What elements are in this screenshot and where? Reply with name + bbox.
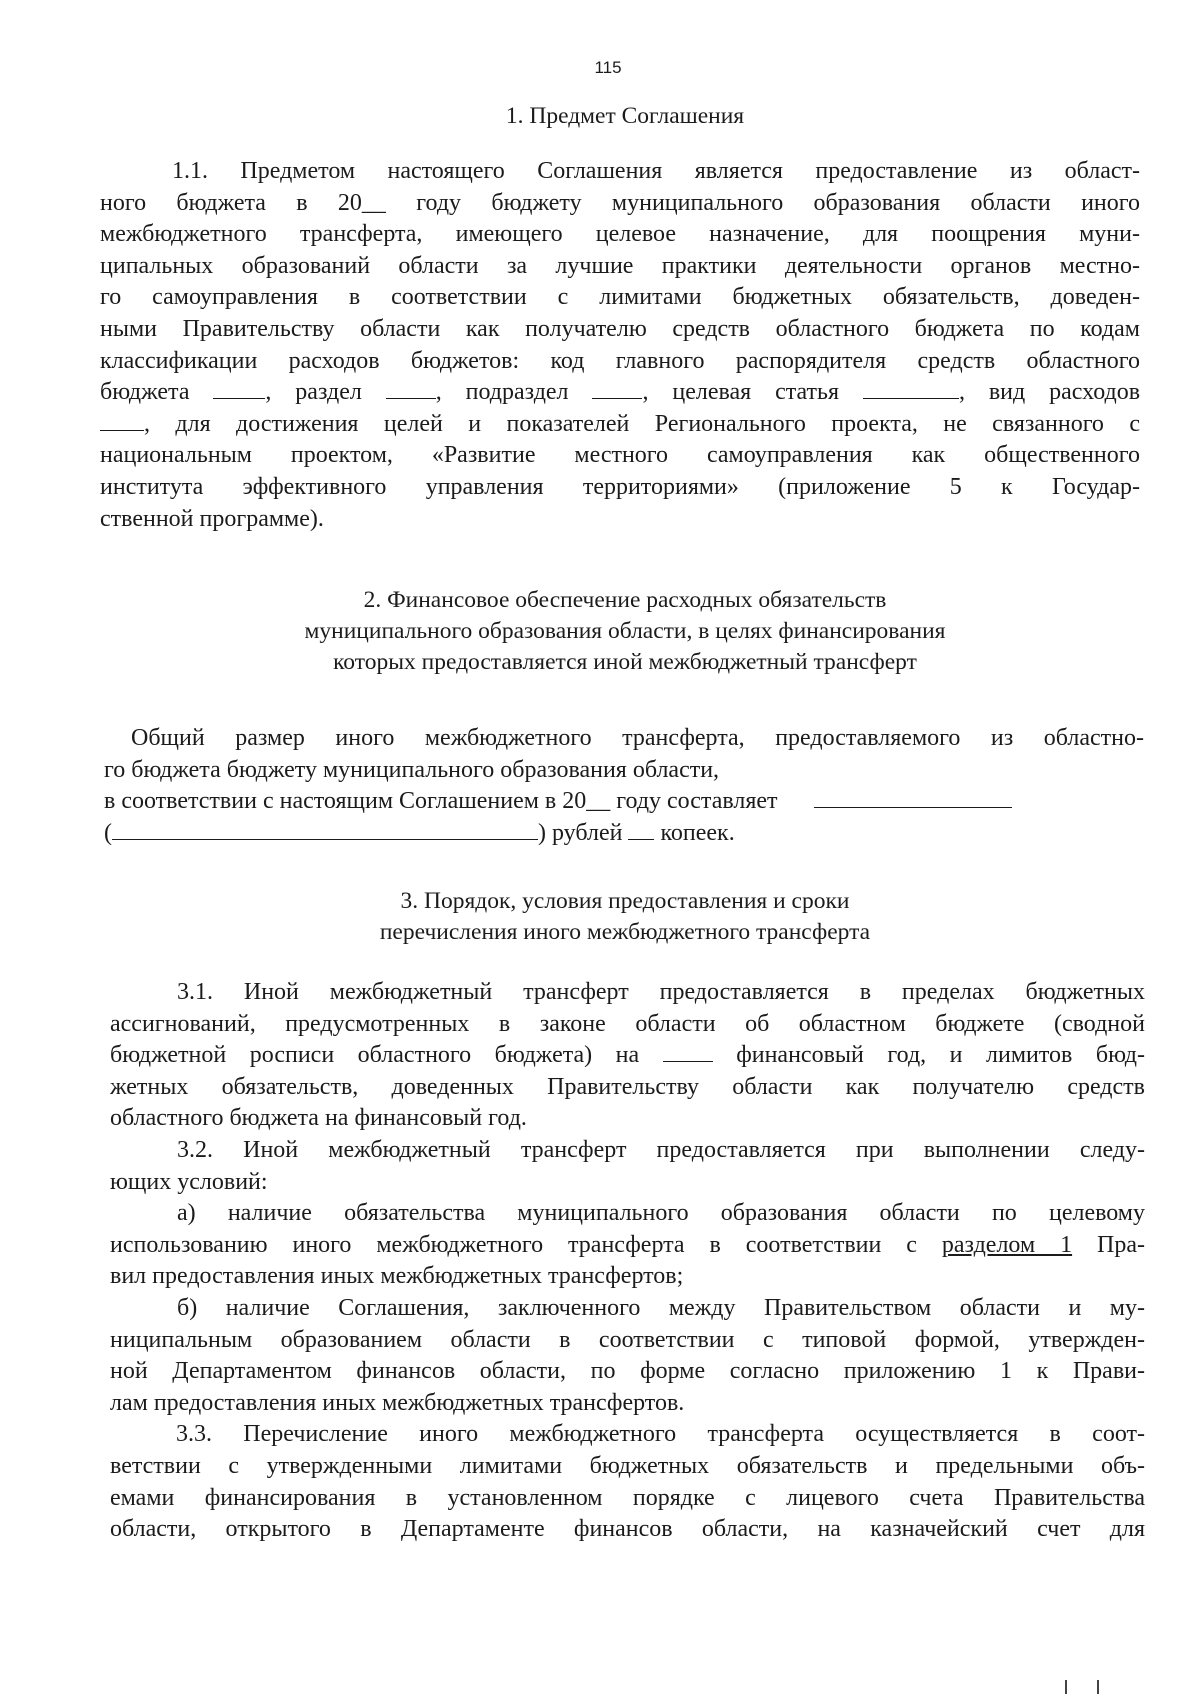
text-line: ного бюджета в 20__ году бюджету муниципального образования области иного (100, 189, 1140, 216)
text-fragment: Пра- (1097, 1231, 1146, 1258)
section-3-title-line: 3. Порядок, условия предоставления и сроки (400, 888, 850, 914)
text-line: го самоуправления в соответствии с лимитами бюджетных обязательств, доведен- (100, 284, 1140, 311)
text-fragment: ( (104, 819, 112, 846)
section-3-title-line: перечисления иного межбюджетного трансферта (379, 919, 871, 945)
text-fragment: , вид расходов (958, 379, 1141, 406)
text-fragment: , раздел (265, 379, 362, 406)
text-fragment: ) рублей (538, 819, 623, 846)
total-amount-line (104, 786, 1144, 818)
text-line: классификации расходов бюджетов: код главного распорядителя средств областного (100, 347, 1140, 374)
budget-codes-line (100, 377, 1140, 409)
text-line: 1.1. Предметом настоящего Соглашения является предоставление из област- (172, 158, 1140, 184)
year-blank (663, 1040, 713, 1062)
text-line: ассигнований, предусмотренных в законе области об областном бюджете (сводной (110, 1010, 1145, 1037)
scan-edge-mark (1065, 1680, 1099, 1694)
amount-words-blank (112, 818, 538, 840)
text-line: ной Департаментом финансов области, по форме согласно приложению 1 к Прави- (110, 1358, 1145, 1385)
text-line: 3.3. Перечисление иного межбюджетного трансферта осуществляется в соот- (176, 1421, 1145, 1448)
section-1-title (60, 101, 1190, 132)
text-line: вил предоставления иных межбюджетных трансфертов; (110, 1263, 684, 1290)
code-blank (213, 377, 265, 399)
text-line: лам предоставления иных межбюджетных трансфертов. (110, 1389, 685, 1416)
text-fragment: финансовый год, и лимитов бюд- (736, 1042, 1146, 1069)
text-line: 3.1. Иной межбюджетный трансферт предоставляется в пределах бюджетных (177, 979, 1145, 1005)
text-line: института эффективного управления территориями» (приложение 5 к Государ- (100, 473, 1140, 500)
text-line: 3.2. Иной межбюджетный трансферт предоставляется при выполнении следу- (177, 1136, 1145, 1163)
section-3-title (60, 886, 1190, 948)
text-fragment: в соответствии с настоящим Соглашением в 20__ году составляет (104, 788, 778, 815)
text-line: ниципальным образованием области в соответствии с типовой формой, утвержден- (110, 1326, 1145, 1353)
text-fragment: бюджета (100, 379, 190, 406)
text-line: го бюджета бюджету муниципального образования области, (104, 756, 720, 783)
text-line: области, открытого в Департаменте финансов области, на казначейский счет для (110, 1516, 1145, 1543)
text-line: а) наличие обязательства муниципального образования области по целевому (177, 1200, 1145, 1227)
amount-digits-blank (814, 786, 1012, 808)
kopeks-blank (628, 818, 654, 840)
text-line: ющих условий: (110, 1168, 268, 1195)
section-1-title-text: 1. Предмет Соглашения (505, 103, 745, 129)
section-1-paragraph (100, 156, 1140, 535)
text-line: ципальных образований области за лучшие практики деятельности органов местно- (100, 252, 1140, 279)
text-line (110, 1230, 1145, 1262)
text-line: ными Правительству области как получателю средств областного бюджета по кодам (100, 315, 1140, 342)
code-blank (592, 377, 642, 399)
text-line: Общий размер иного межбюджетного трансферта, предоставляемого из областно- (131, 725, 1144, 751)
section-3-paragraphs (110, 977, 1145, 1546)
text-line: национальным проектом, «Развитие местного самоуправления как общественного (100, 442, 1140, 469)
text-fragment: , подраздел (435, 379, 569, 406)
text-line: емами финансирования в установленном порядке с лицевого счета Правительства (110, 1484, 1145, 1511)
code-blank (863, 377, 959, 399)
section-2-title-line: муниципального образования области, в целях финансирования (304, 618, 946, 644)
text-line: ственной программе). (100, 505, 324, 532)
text-fragment: , целевая статья (642, 379, 840, 406)
section-2-title-line: 2. Финансовое обеспечение расходных обязательств (363, 587, 887, 613)
section-2-title-line: которых предоставляется иной межбюджетный трансферт (333, 649, 917, 675)
text-fragment: , для достижения целей и показателей Регионального проекта, не связанного с (144, 410, 1140, 437)
text-line: жетных обязательств, доведенных Правительству области как получателю средств (110, 1073, 1145, 1100)
text-line: межбюджетного трансферта, имеющего целевое назначение, для поощрения муни- (100, 221, 1140, 248)
code-blank (100, 409, 144, 431)
text-line: областного бюджета на финансовый год. (110, 1105, 527, 1132)
text-line (110, 1040, 1145, 1072)
text-fragment: бюджетной росписи областного бюджета) на (110, 1042, 640, 1069)
amount-words-line (104, 818, 1144, 850)
code-blank (386, 377, 436, 399)
section-2-title (60, 585, 1190, 678)
text-line (100, 409, 1140, 441)
text-line: б) наличие Соглашения, заключенного между Правительством области и му- (177, 1294, 1145, 1321)
text-fragment: использованию иного межбюджетного трансферта в соответствии с (110, 1231, 917, 1258)
text-line: ветствии с утвержденными лимитами бюджетных обязательств и предельными объ- (110, 1452, 1145, 1479)
page-number: 115 (594, 58, 622, 77)
section-2-paragraph (104, 723, 1144, 849)
section-1-link[interactable]: разделом 1 (941, 1231, 1073, 1258)
text-fragment: копеек. (660, 819, 735, 846)
